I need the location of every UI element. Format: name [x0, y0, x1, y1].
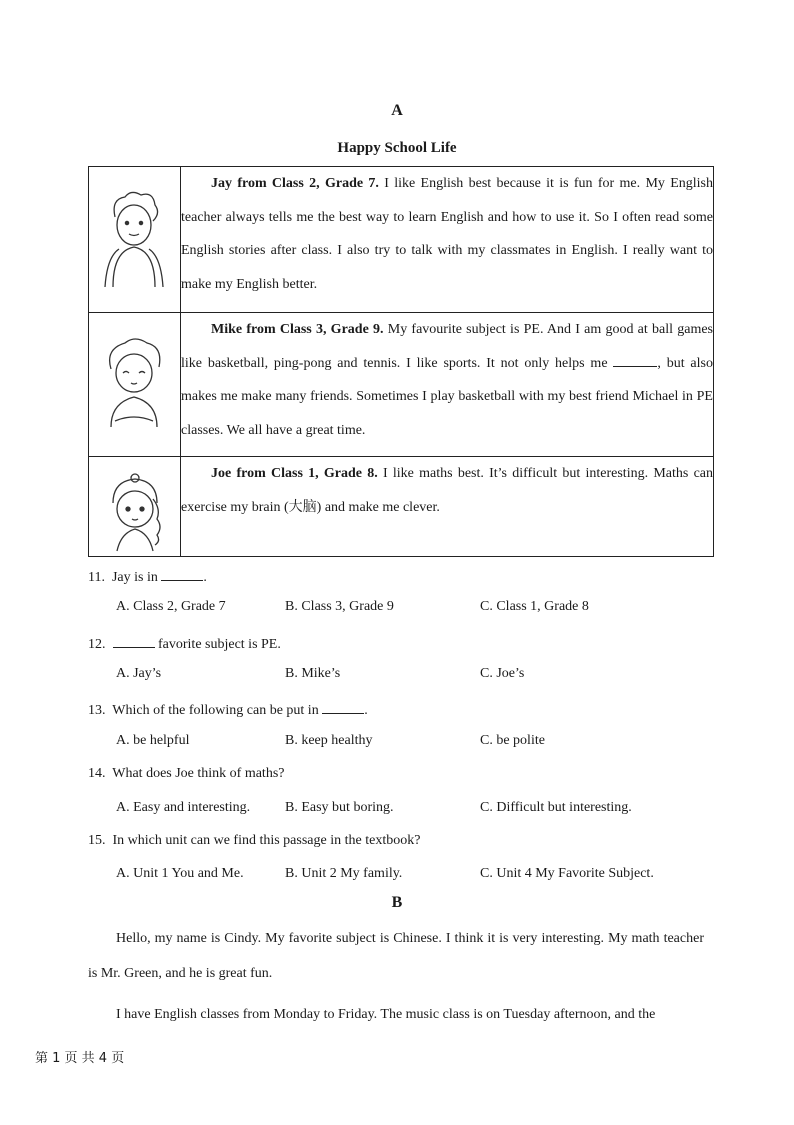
option-11-a[interactable]: A. Class 2, Grade 7	[116, 599, 226, 614]
option-13-c[interactable]: C. be polite	[480, 733, 545, 748]
question-14	[88, 766, 285, 782]
question-text: In which unit can we find this passage in the textbook?	[112, 833, 421, 848]
joe-name: Joe from Class 1, Grade 8.	[211, 466, 378, 481]
option-15-b[interactable]: B. Unit 2 My family.	[285, 866, 403, 881]
question-number: 13.	[88, 703, 106, 718]
option-12-a[interactable]: A. Jay’s	[116, 666, 162, 681]
option-13-a[interactable]: A. be helpful	[116, 733, 190, 748]
table-row	[89, 167, 714, 313]
avatar-cell	[89, 167, 181, 313]
avatar-cell	[89, 457, 181, 557]
jay-name: Jay from Class 2, Grade 7.	[211, 176, 379, 191]
section-b-letter: B	[391, 894, 403, 911]
joe-text: I like maths best. It’s difficult but interesting. Maths can exercise my brain (大脑) and make me clever.	[181, 466, 713, 515]
question-text: favorite subject is PE.	[154, 637, 281, 652]
section-a-letter: A	[391, 102, 403, 119]
option-12-c[interactable]: C. Joe’s	[480, 666, 525, 681]
jay-paragraph	[181, 167, 714, 313]
option-11-b[interactable]: B. Class 3, Grade 9	[285, 599, 394, 614]
question-text-end: .	[364, 703, 368, 718]
passage-b-paragraph-2: I have English classes from Monday to Friday. The music class is on Tuesday afternoon, and the	[116, 1007, 656, 1022]
question-number: 14.	[88, 766, 106, 781]
question-12	[88, 633, 281, 653]
boy-fluffy-hair-avatar	[95, 335, 173, 435]
question-text: Jay is in	[111, 570, 158, 585]
mike-text-2: , but also makes me make many friends. Sometimes I play basketball with my best friend Michael in PE classes. We all have a great time.	[181, 355, 713, 438]
avatar-cell	[89, 313, 181, 457]
table-row	[89, 457, 714, 557]
question-text-end: .	[203, 570, 207, 585]
question-number: 15.	[88, 833, 106, 848]
question-text: What does Joe think of maths?	[112, 766, 285, 781]
question-number: 12.	[88, 637, 106, 652]
option-14-c[interactable]: C. Difficult but interesting.	[480, 800, 632, 815]
option-15-a[interactable]: A. Unit 1 You and Me.	[116, 866, 244, 881]
option-14-a[interactable]: A. Easy and interesting.	[116, 800, 251, 815]
question-15	[88, 833, 420, 849]
girl-braid-avatar	[95, 469, 173, 553]
mike-name: Mike from Class 3, Grade 9.	[211, 322, 384, 337]
answer-blank	[322, 699, 364, 714]
passage-b-paragraph-1: Hello, my name is Cindy. My favorite subject is Chinese. I think it is very interesting. My math teacher is Mr. Green, and he is great fun.	[88, 931, 704, 981]
reading-table	[88, 166, 714, 557]
question-text: Which of the following can be put in	[112, 703, 319, 718]
option-15-c[interactable]: C. Unit 4 My Favorite Subject.	[480, 866, 654, 881]
option-13-b[interactable]: B. keep healthy	[285, 733, 373, 748]
question-13	[88, 699, 368, 719]
boy-curly-hair-avatar	[95, 187, 173, 291]
answer-blank	[113, 633, 155, 648]
joe-paragraph	[181, 457, 714, 557]
option-14-b[interactable]: B. Easy but boring.	[285, 800, 394, 815]
question-number: 11.	[88, 570, 105, 585]
option-12-b[interactable]: B. Mike’s	[285, 666, 341, 681]
option-11-c[interactable]: C. Class 1, Grade 8	[480, 599, 589, 614]
passage-title: Happy School Life	[337, 140, 457, 156]
mike-paragraph	[181, 313, 714, 457]
question-11	[88, 566, 207, 586]
answer-blank	[161, 566, 203, 581]
answer-blank	[613, 352, 657, 367]
jay-text: I like English best because it is fun for me. My English teacher always tells me the best way to learn English and how to use it. So I often read some English stories after class. I also try to talk with my classmates in English. I really want to make my English better.	[181, 176, 713, 292]
page-footer: 第 1 页 共 4 页	[35, 1051, 125, 1066]
mike-text-1: My favourite subject is PE. And I am good at ball games like basketball, ping-pong and tennis. I like sports. It not only helps me	[181, 322, 713, 371]
table-row	[89, 313, 714, 457]
